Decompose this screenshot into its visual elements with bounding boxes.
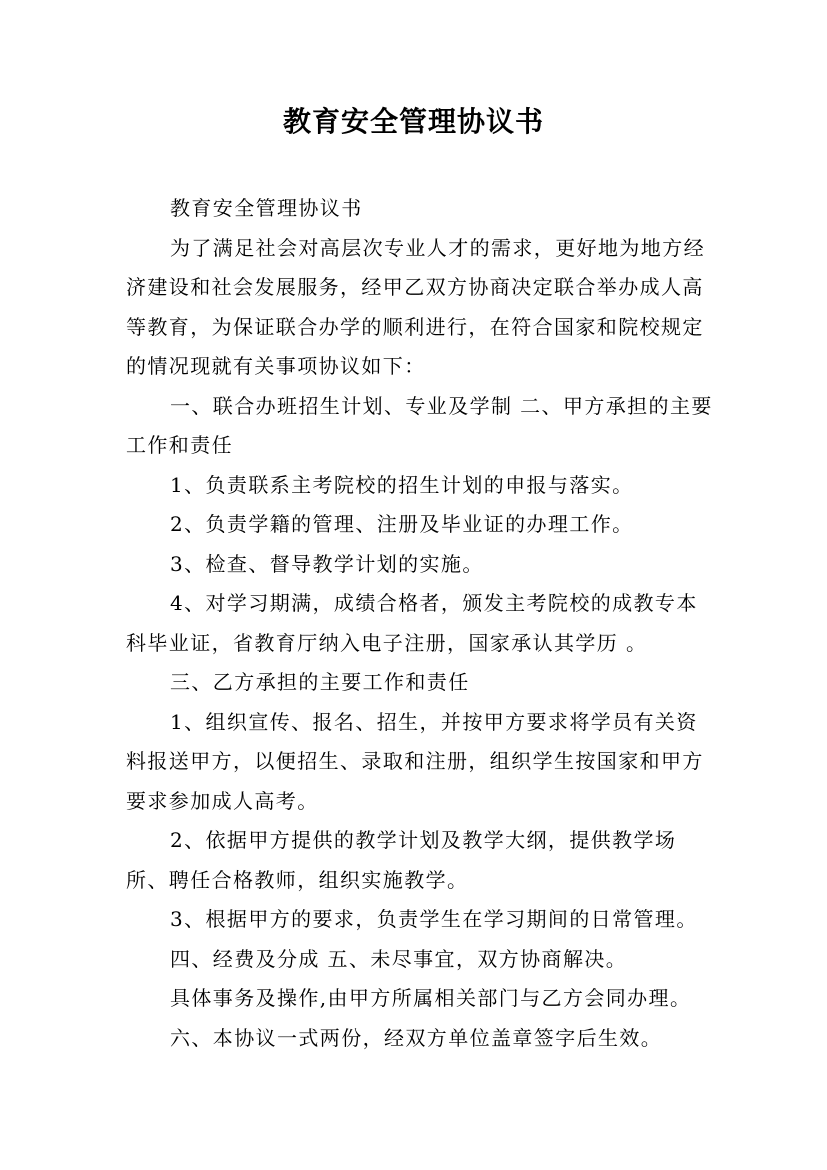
paragraph-party-a-item-2: 2、负责学籍的管理、注册及毕业证的办理工作。 — [170, 512, 634, 536]
paragraph-party-b-item-3: 3、根据甲方的要求，负责学生在学习期间的日常管理。 — [170, 907, 698, 931]
paragraph-section-1-2: 一、联合办班招生计划、专业及学制 二、甲方承担的主要工作和责任 — [126, 393, 713, 457]
document-title: 教育安全管理协议书 — [282, 105, 544, 138]
paragraph-party-a-item-3: 3、检查、督导教学计划的实施。 — [170, 551, 484, 576]
paragraph-section-3: 三、乙方承担的主要工作和责任 — [170, 670, 470, 694]
paragraph-heading: 教育安全管理协议书 — [170, 196, 363, 220]
paragraph-operations: 具体事务及操作,由甲方所属相关部门与乙方会同办理。 — [170, 986, 692, 1010]
paragraph-party-b-item-2: 2、依据甲方提供的教学计划及教学大纲，提供教学场所、聘任合格教师，组织实施教学。 — [126, 828, 677, 892]
paragraph-party-b-item-1: 1、组织宣传、报名、招生，并按甲方要求将学员有关资料报送甲方，以便招生、录取和注册，组织学生按国家和甲方要求参加成人高考。 — [126, 709, 704, 813]
paragraph-intro: 为了满足社会对高层次专业人才的需求，更好地为地方经济建设和社会发展服务，经甲乙双方协商决定联合举办成人高等教育，为保证联合办学的顺利进行，在符合国家和院校规定的情况现就有关事项协议如下： — [126, 235, 705, 378]
paragraph-party-a-item-4: 4、对学习期满，成绩合格者，颁发主考院校的成教专本科毕业证，省教育厅纳入电子注册，国家承认其学历 。 — [126, 591, 698, 655]
document-body — [126, 189, 718, 1058]
paragraph-party-a-item-1: 1、负责联系主考院校的招生计划的申报与落实。 — [170, 472, 634, 497]
paragraph-section-4-5: 四、经费及分成 五、未尽事宜，双方协商解决。 — [170, 946, 628, 971]
paragraph-section-6: 六、本协议一式两份，经双方单位盖章签字后生效。 — [170, 1025, 663, 1050]
